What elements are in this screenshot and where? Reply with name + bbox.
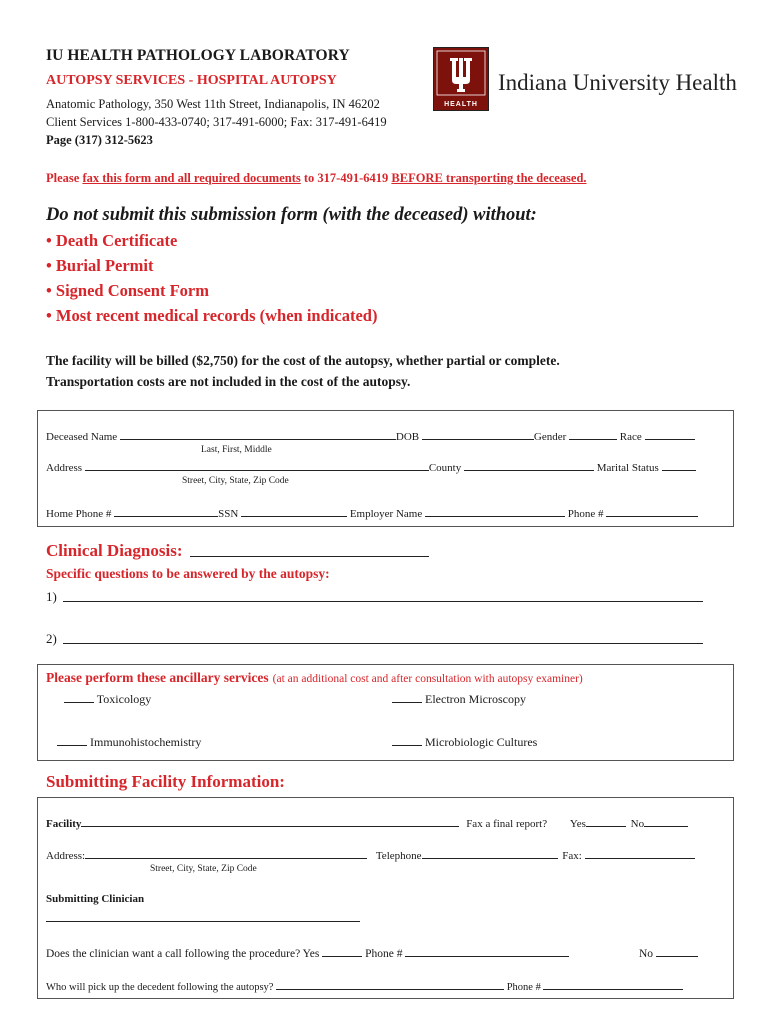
page-number: Page (317) 312-5623 — [46, 133, 153, 147]
billing-line-1: The facility will be billed ($2,750) for the cost of the autopsy, whether partial or complete. — [46, 353, 560, 368]
immuno-label: Immunohistochemistry — [90, 735, 202, 749]
fax-notice-link1: fax this form and all required documents — [82, 171, 301, 185]
address-field[interactable] — [85, 460, 429, 471]
dob-label: DOB — [395, 431, 420, 443]
call-yes-field[interactable] — [322, 946, 362, 957]
facility-heading: Submitting Facility Information: — [46, 772, 285, 791]
deceased-name-label: Deceased Name — [46, 431, 118, 443]
fax-notice-link2: BEFORE transporting the deceased. — [391, 171, 587, 185]
questions-heading: Specific questions to be answered by the autopsy: — [46, 566, 330, 581]
telephone-label: Telephone — [375, 850, 422, 862]
fax-final-yes-label: Yes — [569, 818, 586, 830]
ancillary-note: (at an additional cost and after consultation with autopsy examiner) — [272, 673, 583, 685]
clinical-diagnosis-heading: Clinical Diagnosis: — [46, 541, 183, 560]
pickup-question: Who will pick up the decedent following the autopsy? — [46, 982, 274, 993]
fax-final-label: Fax a final report? — [466, 818, 548, 830]
lab-title: IU HEALTH PATHOLOGY LABORATORY — [46, 47, 350, 64]
warning-heading: Do not submit this submission form (with the deceased) without: — [46, 205, 537, 225]
phone-label: Phone # — [567, 508, 604, 520]
call-no-field[interactable] — [656, 946, 698, 957]
gender-field[interactable] — [569, 429, 617, 440]
deceased-name-row — [46, 429, 695, 443]
facility-label: Facility — [46, 818, 82, 830]
clinical-diagnosis-field[interactable] — [190, 556, 429, 557]
service-title: AUTOPSY SERVICES - HOSPITAL AUTOPSY — [46, 73, 337, 88]
pickup-phone-field[interactable] — [543, 979, 683, 990]
lab-address: Anatomic Pathology, 350 West 11th Street, Indianapolis, IN 46202 — [46, 97, 380, 111]
phone-row — [46, 506, 698, 520]
facility-fax-label: Fax: — [562, 850, 582, 862]
facility-address-field[interactable] — [85, 848, 367, 859]
immuno-option — [57, 735, 201, 750]
micro-label: Microbiologic Cultures — [425, 735, 538, 749]
home-phone-field[interactable] — [114, 506, 218, 517]
toxicology-check-field[interactable] — [64, 692, 94, 703]
marital-label: Marital Status — [596, 462, 659, 474]
address-label: Address — [46, 462, 83, 474]
telephone-field[interactable] — [422, 848, 558, 859]
call-question: Does the clinician want a call following the procedure? Yes — [46, 948, 320, 960]
facility-address-row — [46, 848, 695, 862]
fax-notice-prefix: Please — [46, 171, 83, 185]
name-hint: Last, First, Middle — [201, 445, 272, 455]
question-1-number: 1) — [46, 589, 57, 604]
facility-fax-field[interactable] — [585, 848, 695, 859]
ssn-field[interactable] — [241, 506, 347, 517]
iu-health-logo — [433, 47, 489, 111]
employer-field[interactable] — [425, 506, 565, 517]
fax-final-no-label: No — [630, 818, 645, 830]
question-1-field[interactable] — [63, 601, 703, 602]
ancillary-heading: Please perform these ancillary services — [46, 670, 269, 685]
fax-notice-middle: to 317-491-6419 — [300, 171, 392, 185]
micro-check-field[interactable] — [392, 735, 422, 746]
req-consent-form: • Signed Consent Form — [46, 281, 209, 300]
toxicology-option — [64, 692, 151, 707]
micro-option — [392, 735, 537, 750]
trident-icon — [434, 48, 490, 100]
race-label: Race — [619, 431, 642, 443]
pickup-row — [46, 979, 683, 993]
call-phone-field[interactable] — [405, 946, 569, 957]
toxicology-label: Toxicology — [96, 692, 152, 706]
immuno-check-field[interactable] — [57, 735, 87, 746]
facility-address-label: Address: — [46, 850, 86, 862]
fax-final-yes-field[interactable] — [586, 816, 626, 827]
electron-option — [392, 692, 526, 707]
question-2-field[interactable] — [63, 643, 703, 644]
employer-label: Employer Name — [349, 508, 423, 520]
billing-line-2: Transportation costs are not included in the cost of the autopsy. — [46, 374, 411, 389]
address-hint: Street, City, State, Zip Code — [182, 476, 289, 486]
gender-label: Gender — [533, 431, 567, 443]
dob-field[interactable] — [422, 429, 534, 440]
req-burial-permit: • Burial Permit — [46, 256, 154, 275]
clinician-label: Submitting Clinician — [46, 893, 145, 905]
facility-field[interactable] — [81, 816, 459, 827]
ancillary-heading-row — [46, 669, 583, 687]
pickup-field[interactable] — [276, 979, 504, 990]
county-field[interactable] — [464, 460, 594, 471]
facility-row — [46, 816, 688, 830]
call-row — [46, 946, 569, 960]
req-medical-records: • Most recent medical records (when indicated) — [46, 306, 378, 325]
org-name: Indiana University Health — [498, 70, 737, 95]
clinician-field[interactable] — [46, 921, 360, 922]
ssn-label: SSN — [218, 508, 239, 520]
electron-label: Electron Microscopy — [425, 692, 526, 706]
address-row — [46, 460, 696, 474]
home-phone-label: Home Phone # — [46, 508, 112, 520]
marital-field[interactable] — [662, 460, 696, 471]
client-services: Client Services 1-800-433-0740; 317-491-6000; Fax: 317-491-6419 — [46, 115, 387, 129]
question-2-number: 2) — [46, 631, 57, 646]
call-phone-label: Phone # — [365, 948, 403, 960]
county-label: County — [428, 462, 462, 474]
call-no-label: No — [639, 948, 654, 960]
call-no-row — [639, 946, 698, 960]
fax-final-no-field[interactable] — [644, 816, 688, 827]
logo-wordmark: HEALTH — [444, 101, 478, 108]
fax-notice — [46, 171, 587, 186]
deceased-name-field[interactable] — [120, 429, 396, 440]
phone-field[interactable] — [606, 506, 698, 517]
facility-address-hint: Street, City, State, Zip Code — [150, 864, 257, 874]
req-death-certificate: • Death Certificate — [46, 231, 178, 250]
race-field[interactable] — [645, 429, 695, 440]
pickup-phone-label: Phone # — [506, 982, 541, 993]
electron-check-field[interactable] — [392, 692, 422, 703]
